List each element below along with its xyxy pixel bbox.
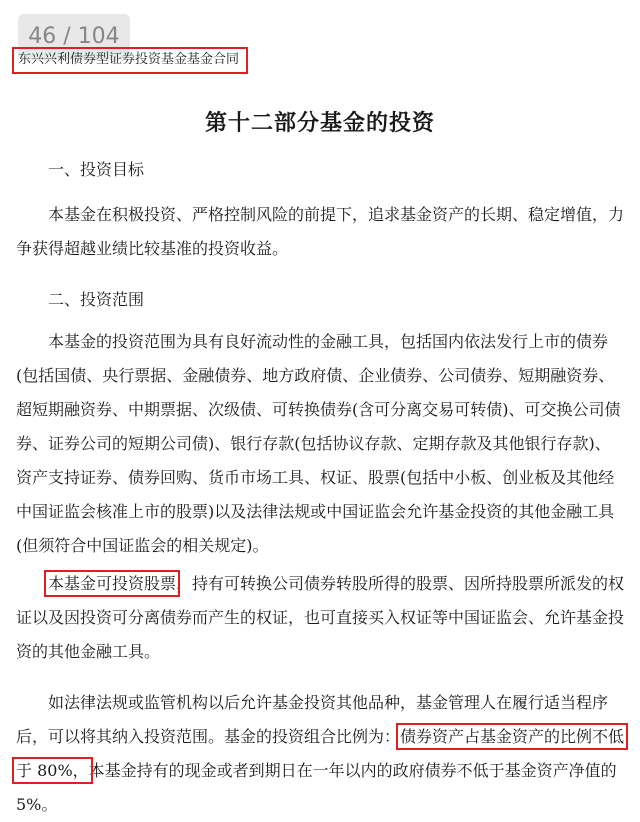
ratio-highlight: 债券资产占基金资产的比例不低于 80%， — [16, 727, 625, 780]
part-title: 第十二部分基金的投资 — [204, 110, 435, 136]
stock-paragraph-rest: ，持有可转换公司债券转股所得的股票、因所持股票所派发的权证以及因投资可分离债券而产生的权证，也可直接买入权证等中国证监会、允许基金投资的其他金融工具。 — [16, 574, 625, 661]
section1-heading: 一、投资目标 — [48, 160, 145, 179]
running-header: 东兴兴利债券型证券投资基金基金合同 — [18, 52, 240, 67]
stock-highlight: 本基金可投资股票 — [48, 574, 177, 593]
scope-paragraph: 本基金的投资范围为具有良好流动性的金融工具，包括国内依法发行上市的债券(包括国债、央行票据、金融债券、地方政府债、企业债券、公司债券、短期融资券、超短期融资券、中期票据、次级债、可转换债券(含可分离交易可转债)、可交换公司债券、证券公司的短期公司债)、银行存款(包括协议存款、定期存款及其他银行存款)、资产支持证券、债券回购、货币市场工具、权证、股票(包括中小板、创业板及其他经中国证监会核准上市的股票)以及法律法规或中国证监会允许基金投资的其他金融工具(但须符合中国证监会的相关规定)。 — [16, 332, 621, 555]
header-highlight-box — [12, 47, 248, 74]
page-indicator: 46 / 104 — [18, 14, 130, 60]
section1-body: 本基金在积极投资、严格控制风险的前提下，追求基金资产的长期、稳定增值，力争获得超越业绩比较基准的投资收益。 — [16, 205, 625, 258]
stock-paragraph — [16, 567, 626, 669]
ratio-paragraph-lead: 如法律法规或监管机构以后允许基金投资其他品种，基金管理人在履行适当程序后，可以将其纳入投资范围。基金的投资组合比例为： — [16, 693, 609, 746]
ratio-paragraph — [16, 686, 626, 822]
section2-heading: 二、投资范围 — [48, 290, 145, 309]
ratio-paragraph-tail: 本基金持有的现金或者到期日在一年以内的政府债券不低于基金资产净值的 5%。 — [16, 761, 617, 814]
